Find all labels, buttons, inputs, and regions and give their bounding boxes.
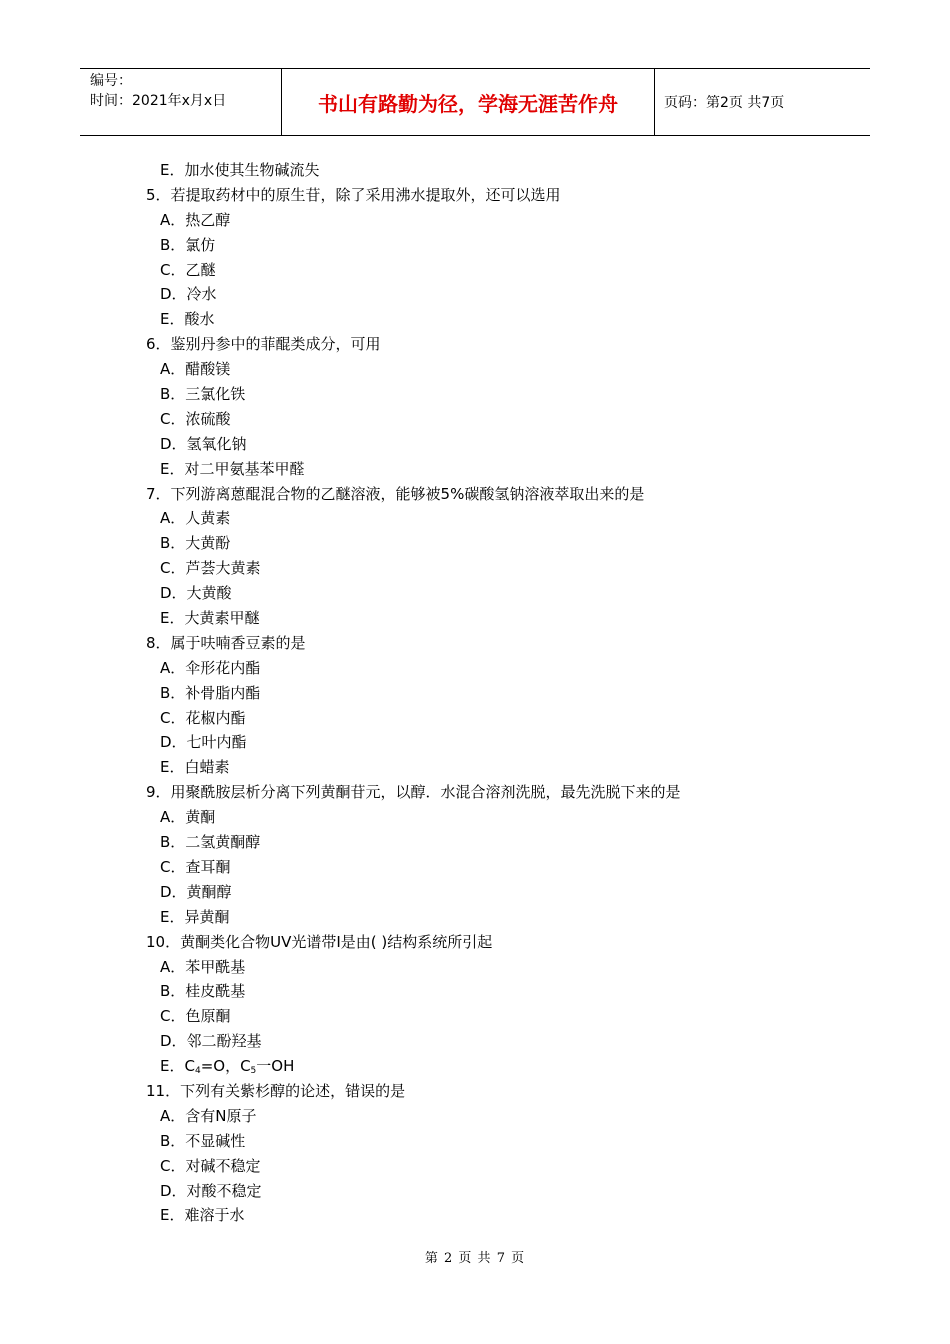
question-list [0,158,950,1228]
option-line: C．色原酮 [160,1007,231,1026]
header-page-info: 页码：第2页 共7页 [664,95,785,111]
formula-sub-5: 5 [250,1066,257,1077]
option-line: D．对酸不稳定 [160,1181,262,1200]
option-line: E．对二甲氨基苯甲醛 [160,459,305,478]
option-line: C．查耳酮 [160,857,231,876]
option-line [0,1054,950,1079]
option-line: A．醋酸镁 [160,360,231,379]
option-line: D．大黄酸 [160,584,232,603]
option-line: C．浓硫酸 [160,409,231,428]
number-label: 编号： [90,73,132,89]
option-line: B．二氢黄酮醇 [160,833,261,852]
option-line: B．桂皮酰基 [160,982,246,1001]
header-divider-right [654,68,655,136]
option-line: D．七叶内酯 [160,733,247,752]
option-line: B．氯仿 [160,235,216,254]
question-line: 5．若提取药材中的原生苷，除了采用沸水提取外，还可以选用 [146,185,561,204]
header-left-cell [90,71,226,111]
option-line: E．大黄素甲醚 [160,609,260,628]
question-line: 8．属于呋喃香豆素的是 [146,633,306,652]
option-line: B．补骨脂内酯 [160,683,261,702]
option-line: A．含有N原子 [160,1106,257,1125]
option-line: C．芦荟大黄素 [160,559,261,578]
question-line: 11．下列有关紫杉醇的论述，错误的是 [146,1081,406,1100]
question-line: 7．下列游离蒽醌混合物的乙醚溶液，能够被5%碳酸氢钠溶液萃取出来的是 [146,484,645,503]
option-line: A．黄酮 [160,808,216,827]
option-line: C．乙醚 [160,260,216,279]
option-line: E．加水使其生物碱流失 [160,161,320,179]
formula-prefix: E．C [160,1057,195,1076]
option-line: B．三氯化铁 [160,385,246,404]
option-line: D．邻二酚羟基 [160,1032,262,1051]
formula-mid: =O，C [200,1057,251,1076]
formula-sub-4: 4 [194,1066,201,1077]
formula-suffix: 一OH [256,1057,295,1076]
page-footer: 第 2 页 共 7 页 [424,1251,526,1266]
option-line: E．难溶于水 [160,1206,245,1225]
question-line: 10．黄酮类化合物UV光谱带I是由( )结构系统所引起 [146,932,493,951]
option-line: C．花椒内酯 [160,708,246,727]
option-line: B．大黄酚 [160,534,231,553]
option-line: E．酸水 [160,310,215,329]
question-line: 6．鉴别丹参中的菲醌类成分，可用 [146,335,381,354]
option-line: D．黄酮醇 [160,882,232,901]
option-line: D．氢氧化钠 [160,434,247,453]
date-label: 时间：2021年x月x日 [90,93,227,109]
option-line: A．苯甲酰基 [160,957,246,976]
header-motto: 书山有路勤为径，学海无涯苦作舟 [318,91,618,116]
option-line: C．对碱不稳定 [160,1156,261,1175]
option-line: A．热乙醇 [160,210,231,229]
question-line: 9．用聚酰胺层析分离下列黄酮苷元，以醇．水混合溶剂洗脱，最先洗脱下来的是 [146,783,681,802]
option-line: B．不显碱性 [160,1131,246,1150]
option-line: D．冷水 [160,285,217,304]
option-line: A．伞形花内酯 [160,658,261,677]
option-line: E．白蜡素 [160,758,230,777]
option-line: E．异黄酮 [160,907,230,926]
option-line: A．人黄素 [160,509,231,528]
page-header [80,68,870,136]
